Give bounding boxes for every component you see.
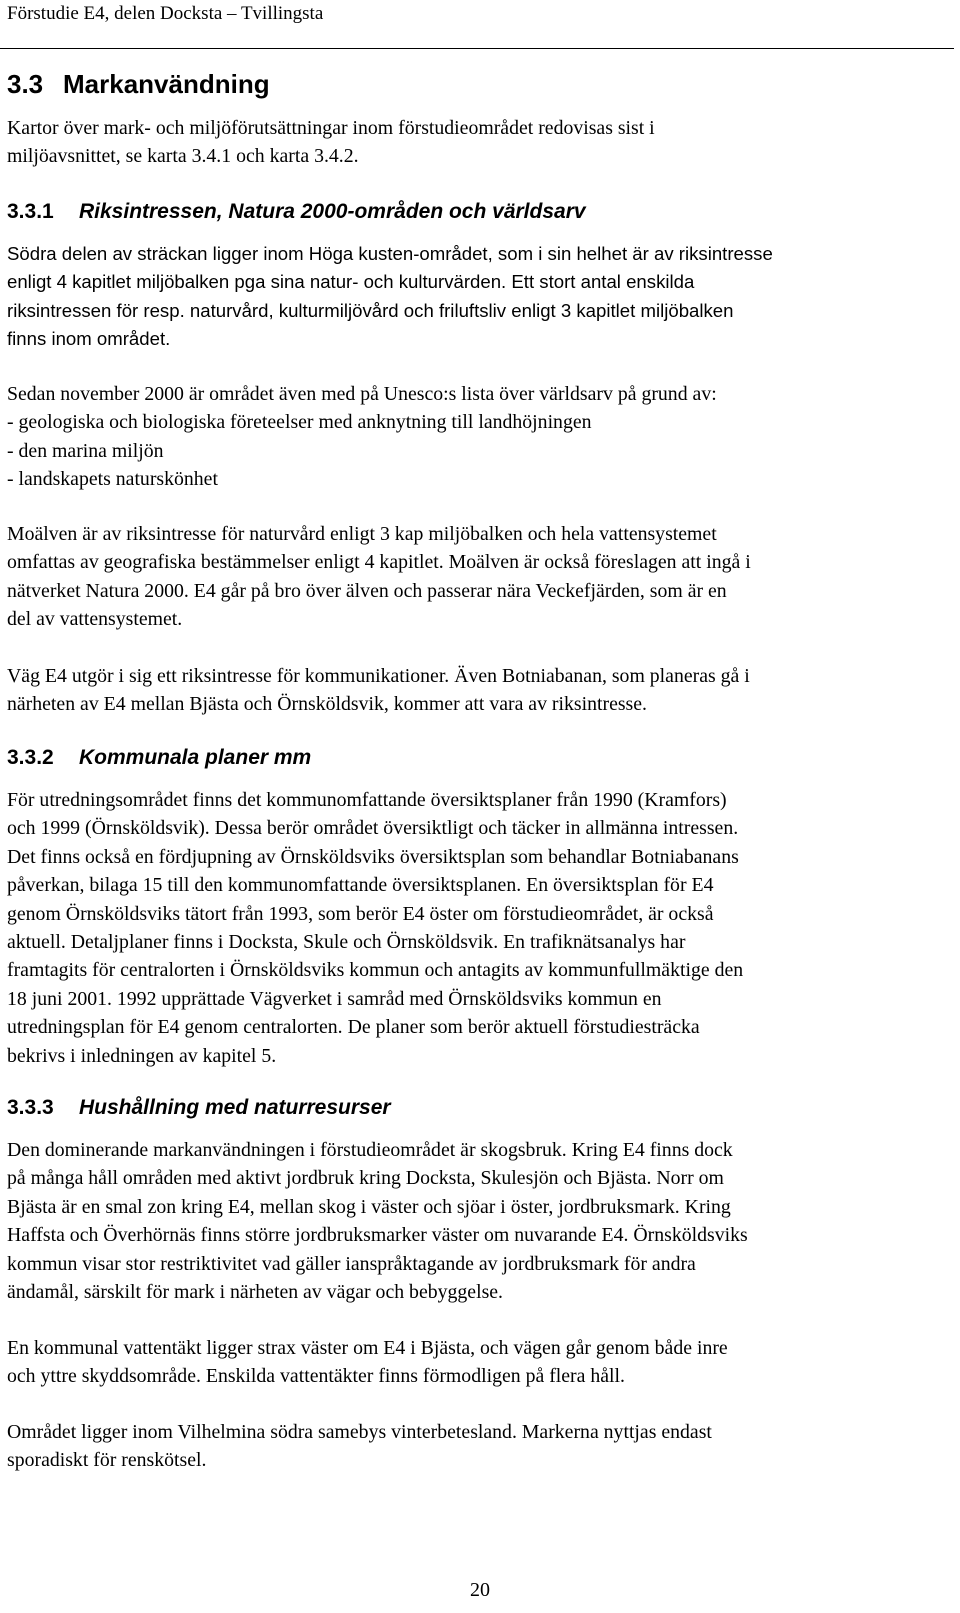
- header-rule: [0, 48, 954, 49]
- text-line: miljöavsnittet, se karta 3.4.1 och karta 3.4.2.: [7, 145, 359, 168]
- list-item: - geologiska och biologiska företeelser med anknytning till landhöjningen: [7, 411, 592, 434]
- text-line: Kartor över mark- och miljöförutsättningar inom förstudieområdet redovisas sist i: [7, 117, 655, 139]
- subsection-number: 3.3.1: [7, 200, 54, 223]
- paragraph-moalven: [7, 520, 953, 634]
- text-line: 18 juni 2001. 1992 upprättade Vägverket i samråd med Örnsköldsviks kommun en: [7, 987, 662, 1010]
- paragraph-sameby: [7, 1418, 953, 1475]
- text-line: Moälven är av riksintresse för naturvård enligt 3 kap miljöbalken och hela vattensystemet: [7, 523, 717, 545]
- subsection-heading-naturresurser: [7, 1094, 391, 1122]
- text-line: och yttre skyddsområde. Enskilda vattentäkter finns förmodligen på flera håll.: [7, 1365, 625, 1388]
- text-line: finns inom området.: [7, 328, 171, 350]
- text-line: närheten av E4 mellan Bjästa och Örnsköldsvik, kommer att vara av riksintresse.: [7, 693, 647, 716]
- text-line: omfattas av geografiska bestämmelser enligt 4 kapitlet. Moälven är också föreslagen att ingå i: [7, 551, 751, 574]
- text-line: För utredningsområdet finns det kommunomfattande översiktsplaner från 1990 (Kramfors): [7, 789, 727, 811]
- text-line: aktuell. Detaljplaner finns i Docksta, Skule och Örnsköldsvik. En trafiknätsanalys har: [7, 931, 686, 954]
- text-line: Bjästa är en smal zon kring E4, mellan skog i väster och sjöar i öster, jordbruksmark. Kring: [7, 1195, 731, 1218]
- paragraph-kommunikationer: [7, 662, 953, 719]
- running-header: Förstudie E4, delen Docksta – Tvillingsta: [7, 3, 324, 24]
- text-line: Haffsta och Överhörnäs finns större jordbruksmarker väster om nuvarande E4. Örnsköldsviks: [7, 1224, 748, 1247]
- section-number: 3.3: [7, 69, 44, 99]
- text-line: enligt 4 kapitlet miljöbalken pga sina natur- och kulturvärden. Ett stort antal enskilda: [7, 271, 695, 293]
- text-line: Området ligger inom Vilhelmina södra samebys vinterbetesland. Markerna nyttjas endast: [7, 1421, 712, 1443]
- section-heading: [7, 68, 270, 100]
- text-line: Den dominerande markanvändningen i förstudieområdet är skogsbruk. Kring E4 finns dock: [7, 1139, 733, 1161]
- text-line: genom Örnsköldsviks tätort från 1993, som berör E4 öster om förstudieområdet, är också: [7, 902, 714, 925]
- subsection-number: 3.3.3: [7, 1096, 54, 1119]
- subsection-title: Kommunala planer mm: [79, 746, 312, 769]
- text-line: Väg E4 utgör i sig ett riksintresse för kommunikationer. Även Botniabanan, som planeras gå i: [7, 665, 750, 687]
- paragraph-riksintresse: [7, 240, 953, 354]
- text-line: på många håll områden med aktivt jordbruk kring Docksta, Skulesjön och Bjästa. Norr om: [7, 1167, 724, 1190]
- text-line: Sedan november 2000 är området även med på Unesco:s lista över världsarv på grund av:: [7, 383, 717, 405]
- page-number: 20: [470, 1579, 490, 1601]
- subsection-heading-kommunala-planer: [7, 744, 311, 772]
- text-line: del av vattensystemet.: [7, 608, 183, 631]
- subsection-number: 3.3.2: [7, 746, 54, 769]
- list-item: - den marina miljön: [7, 439, 164, 462]
- text-line: sporadiskt för renskötsel.: [7, 1449, 207, 1472]
- text-line: utredningsplan för E4 genom centralorten. De planer som berör aktuell förstudiesträcka: [7, 1016, 700, 1039]
- text-line: och 1999 (Örnsköldsvik). Dessa berör området översiktligt och täcker in allmänna intressen.: [7, 817, 739, 840]
- paragraph-markanvandning: [7, 1136, 953, 1306]
- text-line: kommun visar stor restriktivitet vad gäller ianspråktagande av jordbruksmark för andra: [7, 1252, 696, 1275]
- text-line: riksintressen för resp. naturvård, kulturmiljövård och friluftsliv enligt 3 kapitlet miljöbalken: [7, 299, 734, 321]
- text-line: Det finns också en fördjupning av Örnsköldsviks översiktsplan som behandlar Botniabanans: [7, 845, 739, 868]
- text-line: En kommunal vattentäkt ligger strax väster om E4 i Bjästa, och vägen går genom både inre: [7, 1337, 728, 1359]
- text-line: bekrivs i inledningen av kapitel 5.: [7, 1044, 277, 1067]
- subsection-title: Hushållning med naturresurser: [79, 1096, 391, 1119]
- text-line: framtagits för centralorten i Örnsköldsviks kommun och antagits av kommunfullmäktige den: [7, 959, 744, 982]
- text-line: påverkan, bilaga 15 till den kommunomfattande översiktsplanen. En översiktsplan för E4: [7, 874, 714, 897]
- text-line: Södra delen av sträckan ligger inom Höga kusten-området, som i sin helhet är av riksintresse: [7, 243, 773, 264]
- paragraph-kommunala-planer: [7, 786, 953, 1070]
- text-line: nätverket Natura 2000. E4 går på bro över älven och passerar nära Veckefjärden, som är en: [7, 579, 727, 602]
- paragraph-vattentakt: [7, 1334, 953, 1391]
- section-title: Markanvändning: [63, 69, 270, 99]
- subsection-title: Riksintressen, Natura 2000-områden och världsarv: [79, 200, 586, 223]
- text-line: ändamål, särskilt för mark i närheten av vägar och bebyggelse.: [7, 1281, 503, 1304]
- subsection-heading-riksintressen: [7, 198, 586, 226]
- paragraph-varldsarv: [7, 380, 953, 494]
- intro-paragraph: [7, 114, 953, 171]
- list-item: - landskapets naturskönhet: [7, 468, 218, 491]
